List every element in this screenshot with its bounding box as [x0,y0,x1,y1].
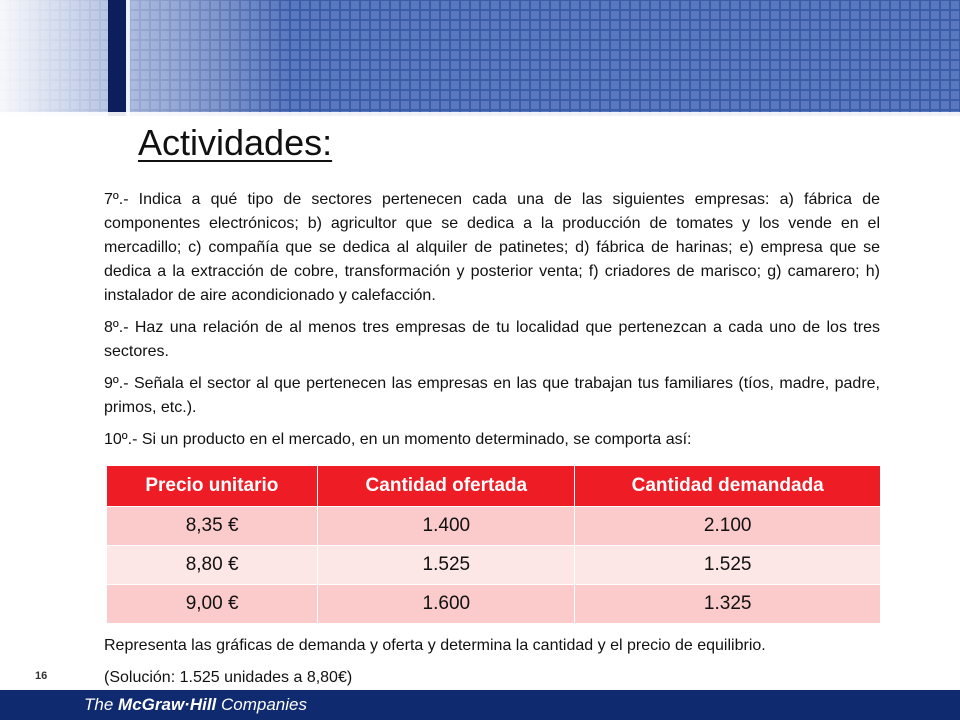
banner-pattern [0,0,960,116]
header-cantidad-demandada: Cantidad demandada [575,466,881,507]
table-cell: 1.600 [318,585,575,624]
header-banner [0,0,960,116]
table-row [107,546,881,585]
publisher-logo [84,695,307,715]
activity-8: 8º.- Haz una relación de al menos tres empresas de tu localidad que pertenezcan a cada uno de los tres sectores. [104,319,880,360]
table-row [107,585,881,624]
header-cantidad-ofertada: Cantidad ofertada [318,466,575,507]
header-precio-unitario: Precio unitario [107,466,318,507]
table-cell: 2.100 [575,507,881,546]
table-cell: 1.400 [318,507,575,546]
table-header-row [107,466,881,507]
activity-10: 10º.- Si un producto en el mercado, en un momento determinado, se comporta así: [104,431,692,448]
table-cell: 1.325 [575,585,881,624]
market-table [106,466,881,624]
table-cell: 8,35 € [107,507,318,546]
table-cell: 1.525 [318,546,575,585]
table-cell: 8,80 € [107,546,318,585]
logo-name: McGraw·Hill [118,695,217,714]
page-number: 16 [35,670,48,682]
table-cell: 9,00 € [107,585,318,624]
table-row [107,507,881,546]
logo-suffix: Companies [216,695,307,714]
activities-content [104,188,880,698]
instruction-text: Representa las gráficas de demanda y oferta y determina la cantidad y el precio de equilibrio. [104,637,766,654]
solution-text: (Solución: 1.525 unidades a 8,80€) [104,669,353,686]
activity-7: 7º.- Indica a qué tipo de sectores pertenecen cada una de las siguientes empresas: a) fábrica de componentes electrónicos; b) agricultor que se dedica a la producción de tomates y los vende en el mercadillo; c) compañía que se dedica al alquiler de patinetes; d) fábrica de harinas; e) empresa que se dedica a la extracción de cobre, transformación y posterior venta; f) criadores de marisco; g) camarero; h) instalador de aire acondicionado y calefacción. [104,191,880,304]
page-title: Actividades: [138,122,333,163]
table-cell: 1.525 [575,546,881,585]
activity-9: 9º.- Señala el sector al que pertenecen las empresas en las que trabajan tus familiares (tíos, madre, padre, primos, etc.). [104,375,880,416]
logo-prefix: The [84,695,119,714]
